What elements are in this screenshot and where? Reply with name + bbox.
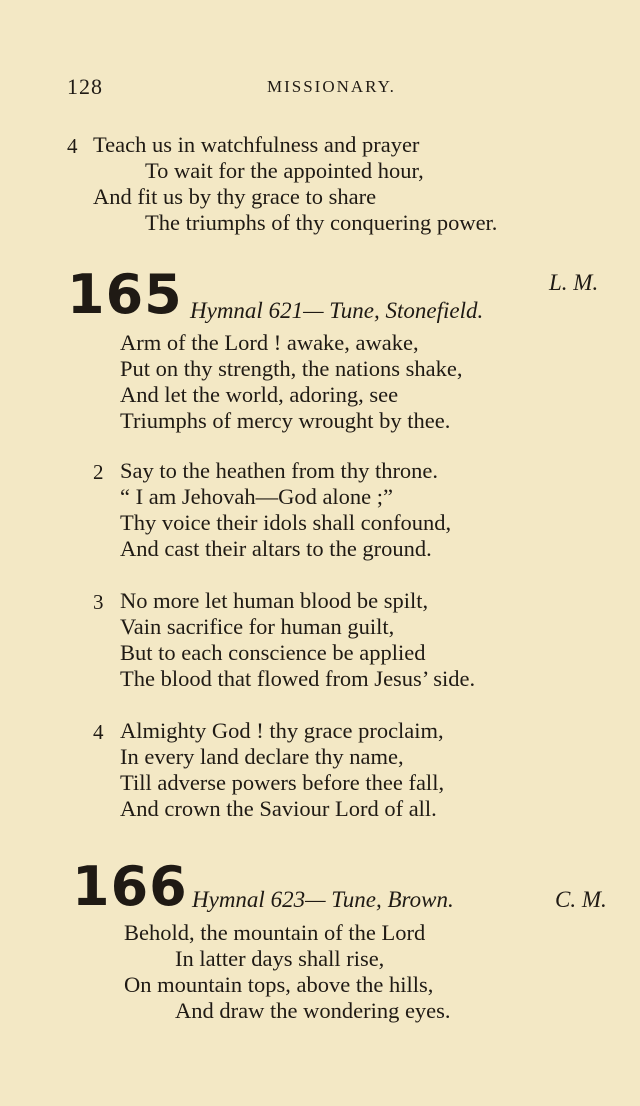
verse-line: Thy voice their idols shall confound,: [120, 510, 452, 535]
page-number: 128: [67, 74, 103, 99]
verse-line: The triumphs of thy conquering power.: [145, 210, 498, 235]
verse-line: Behold, the mountain of the Lord: [124, 920, 426, 945]
verse-line: And cast their altars to the ground.: [120, 536, 432, 561]
verse-line: Till adverse powers before thee fall,: [120, 770, 445, 795]
verse-line: And draw the wondering eyes.: [175, 998, 451, 1023]
verse-line: And crown the Saviour Lord of all.: [120, 796, 437, 821]
hymn-meter: L. M.: [549, 270, 599, 295]
verse-number: 4: [93, 720, 104, 744]
verse-line: Vain sacrifice for human guilt,: [120, 614, 395, 639]
hymn-meter: C. M.: [555, 887, 607, 912]
hymn-number: 165: [67, 263, 183, 326]
verse-line: Put on thy strength, the nations shake,: [120, 356, 463, 381]
verse-line: On mountain tops, above the hills,: [124, 972, 434, 997]
verse-line: In every land declare thy name,: [120, 744, 404, 769]
verse-line: And fit us by thy grace to share: [93, 184, 377, 209]
verse-number: 3: [93, 590, 104, 614]
verse-line: The blood that flowed from Jesus’ side.: [120, 666, 476, 691]
verse-number: 4: [67, 134, 78, 158]
verse-line: No more let human blood be spilt,: [120, 588, 429, 613]
verse-line: Triumphs of mercy wrought by thee.: [120, 408, 451, 433]
verse-line: To wait for the appointed hour,: [145, 158, 424, 183]
hymn-source: Hymnal 621— Tune, Stonefield.: [190, 298, 484, 323]
hymn-number: 166: [72, 855, 188, 918]
verse-line: Almighty God ! thy grace proclaim,: [120, 718, 444, 743]
verse-line: And let the world, adoring, see: [120, 382, 399, 407]
verse-line: In latter days shall rise,: [175, 946, 385, 971]
verse-line: Arm of the Lord ! awake, awake,: [120, 330, 419, 355]
verse-line: Teach us in watchfulness and prayer: [93, 132, 420, 157]
verse-line: But to each conscience be applied: [120, 640, 426, 665]
verse-number: 2: [93, 460, 104, 484]
hymn-source: Hymnal 623— Tune, Brown.: [192, 887, 454, 912]
verse-line: Say to the heathen from thy throne.: [120, 458, 439, 483]
running-title: MISSIONARY.: [267, 77, 396, 96]
verse-line: “ I am Jehovah—God alone ;”: [120, 484, 394, 509]
